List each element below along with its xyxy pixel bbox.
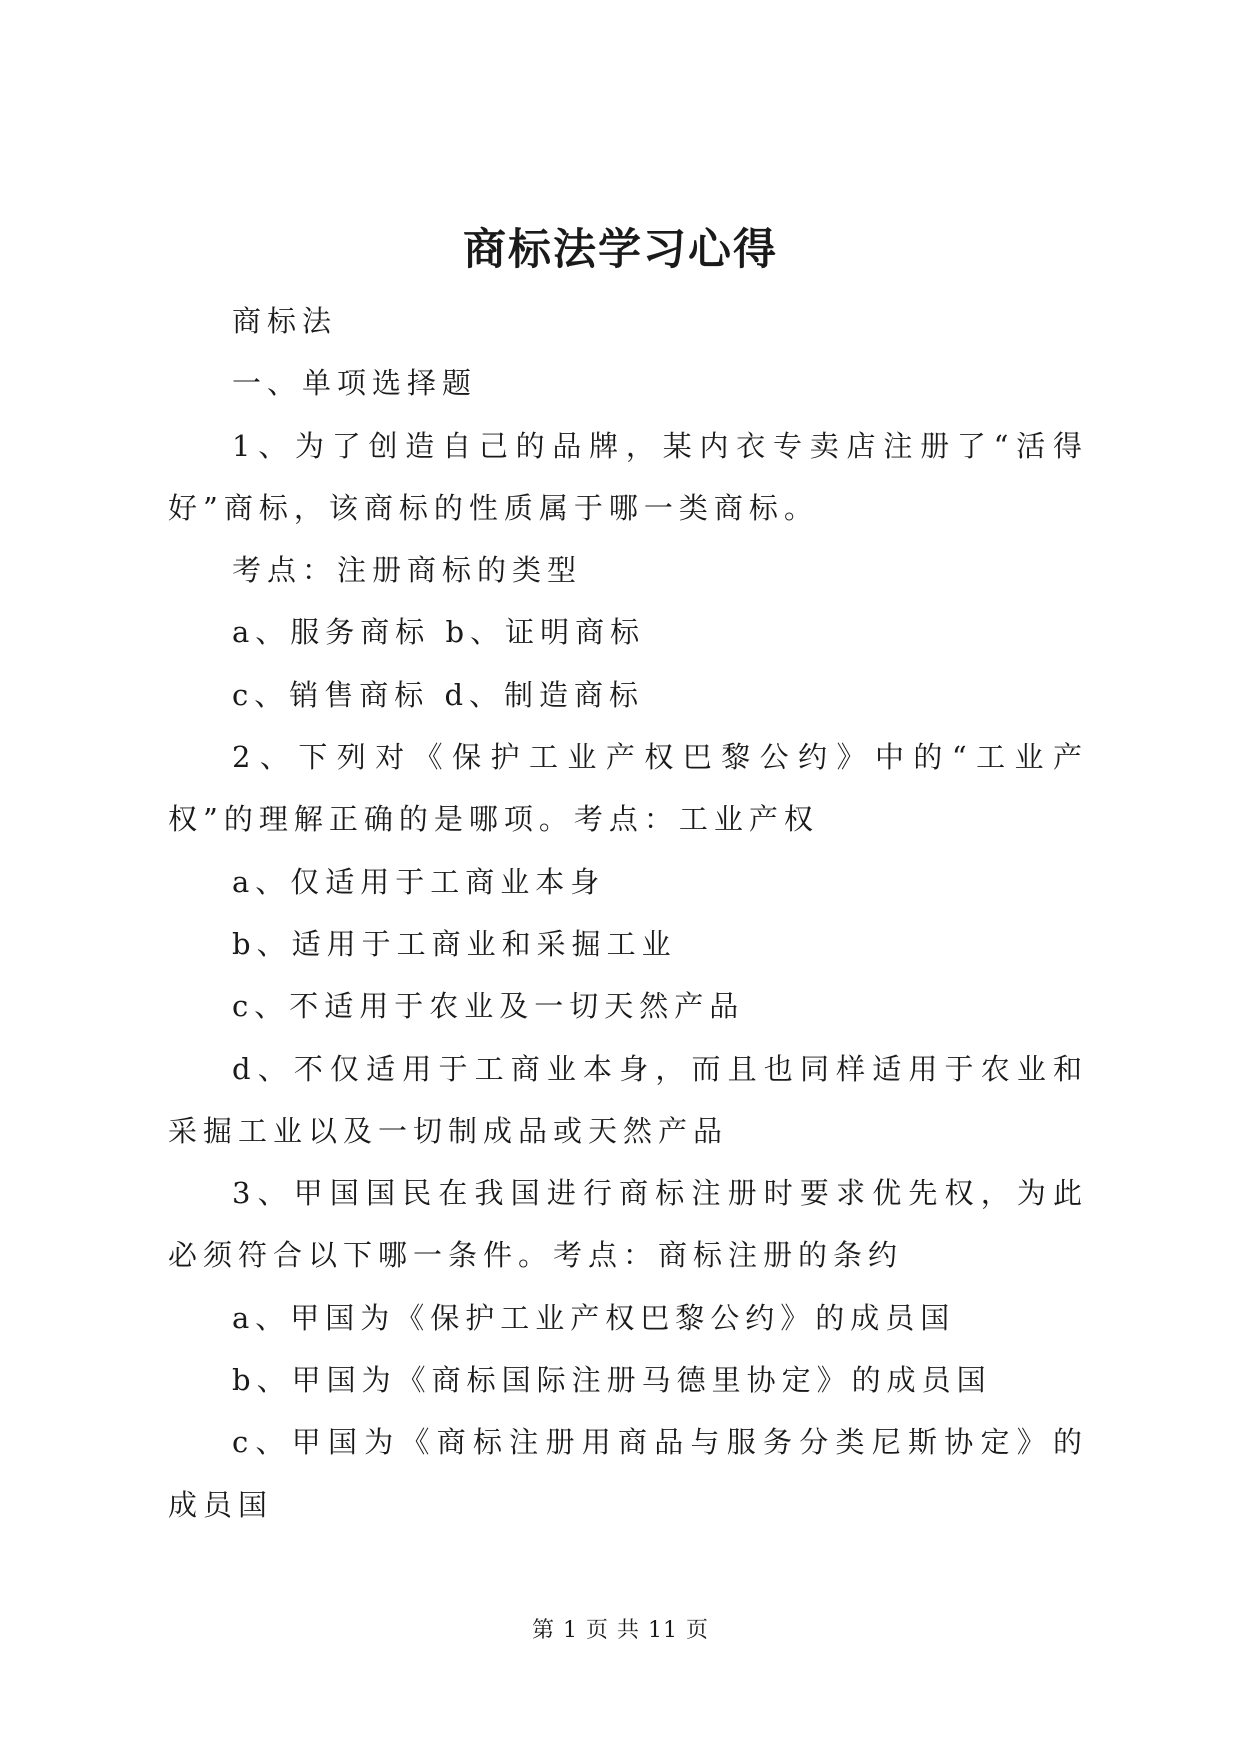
question-2-option-c: c、不适用于农业及一切天然产品 (232, 989, 745, 1024)
page-footer: 第 1 页 共 11 页 (532, 1618, 709, 1643)
paragraph: 商标法 (232, 304, 338, 338)
question-3-option-a: a、甲国为《保护工业产权巴黎公约》的成员国 (232, 1300, 956, 1335)
section-heading: 一、单项选择题 (232, 366, 478, 401)
question-1-options-ab: a、服务商标 b、证明商标 (232, 615, 646, 650)
page-title: 商标法学习心得 (463, 225, 778, 275)
question-2-option-a: a、仅适用于工商业本身 (232, 864, 606, 899)
question-3: 3、甲国国民在我国进行商标注册时要求优先权，为此必须符合以下哪一条件。考点：商标注册的条约 (168, 1176, 1088, 1273)
question-3-option-c: c、甲国为《商标注册用商品与服务分类尼斯协定》的成员国 (168, 1425, 1088, 1522)
question-3-option-b: b、甲国为《商标国际注册马德里协定》的成员国 (232, 1363, 992, 1398)
document-body (168, 290, 1088, 1536)
question-1: 1、为了创造自己的品牌，某内衣专卖店注册了“活得好”商标，该商标的性质属于哪一类商标。 (168, 428, 1088, 525)
question-2-option-b: b、适用于工商业和采掘工业 (232, 926, 677, 961)
question-1-topic: 考点：注册商标的类型 (232, 553, 583, 588)
question-2-option-d: d、不仅适用于工商业本身，而且也同样适用于农业和采掘工业以及一切制成品或天然产品 (168, 1051, 1088, 1148)
question-2: 2、下列对《保护工业产权巴黎公约》中的“工业产权”的理解正确的是哪项。考点：工业产权 (168, 740, 1088, 837)
question-1-options-cd: c、销售商标 d、制造商标 (232, 677, 645, 712)
